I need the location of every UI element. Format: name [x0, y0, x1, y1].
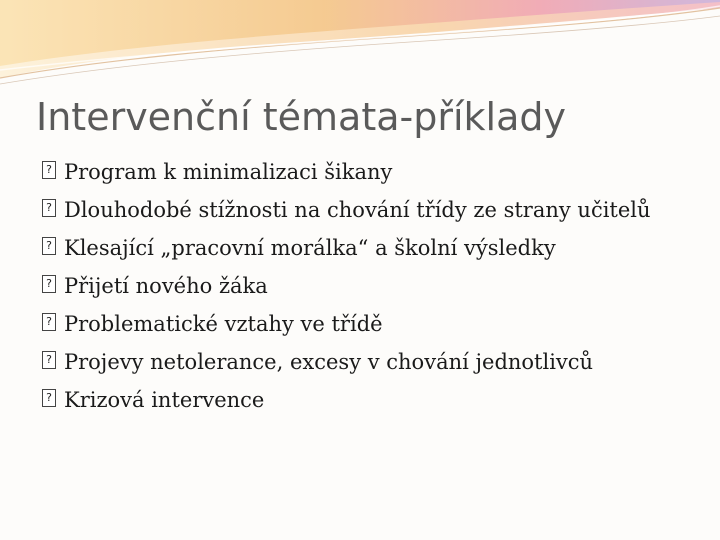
- bullet-text: Přijetí nového žáka: [64, 274, 268, 298]
- bullet-item: [42, 384, 682, 416]
- missing-glyph-bullet-icon: [42, 313, 56, 331]
- missing-glyph-bullet-icon: [42, 351, 56, 369]
- bullet-item: [42, 232, 682, 264]
- bullet-text: Problematické vztahy ve třídě: [64, 312, 383, 336]
- missing-glyph-bullet-icon: [42, 161, 56, 179]
- slide-title: Intervenční témata-příklady: [36, 95, 566, 139]
- bullet-item: [42, 194, 682, 226]
- bullet-item: [42, 308, 682, 340]
- bullet-item: [42, 270, 682, 302]
- bullet-item: [42, 346, 682, 378]
- missing-glyph-bullet-icon: [42, 237, 56, 255]
- bullet-text: Dlouhodobé stížnosti na chování třídy ze strany učitelů: [64, 198, 651, 222]
- bullet-item: [42, 156, 682, 188]
- decorative-header-swoosh: [0, 0, 720, 95]
- missing-glyph-bullet-icon: [42, 389, 56, 407]
- bullet-list: [42, 156, 682, 422]
- bullet-text: Klesající „pracovní morálka“ a školní výsledky: [64, 236, 556, 260]
- bullet-text: Projevy netolerance, excesy v chování jednotlivců: [64, 350, 594, 374]
- missing-glyph-bullet-icon: [42, 199, 56, 217]
- missing-glyph-bullet-icon: [42, 275, 56, 293]
- bullet-text: Krizová intervence: [64, 388, 265, 412]
- bullet-text: Program k minimalizaci šikany: [64, 160, 393, 184]
